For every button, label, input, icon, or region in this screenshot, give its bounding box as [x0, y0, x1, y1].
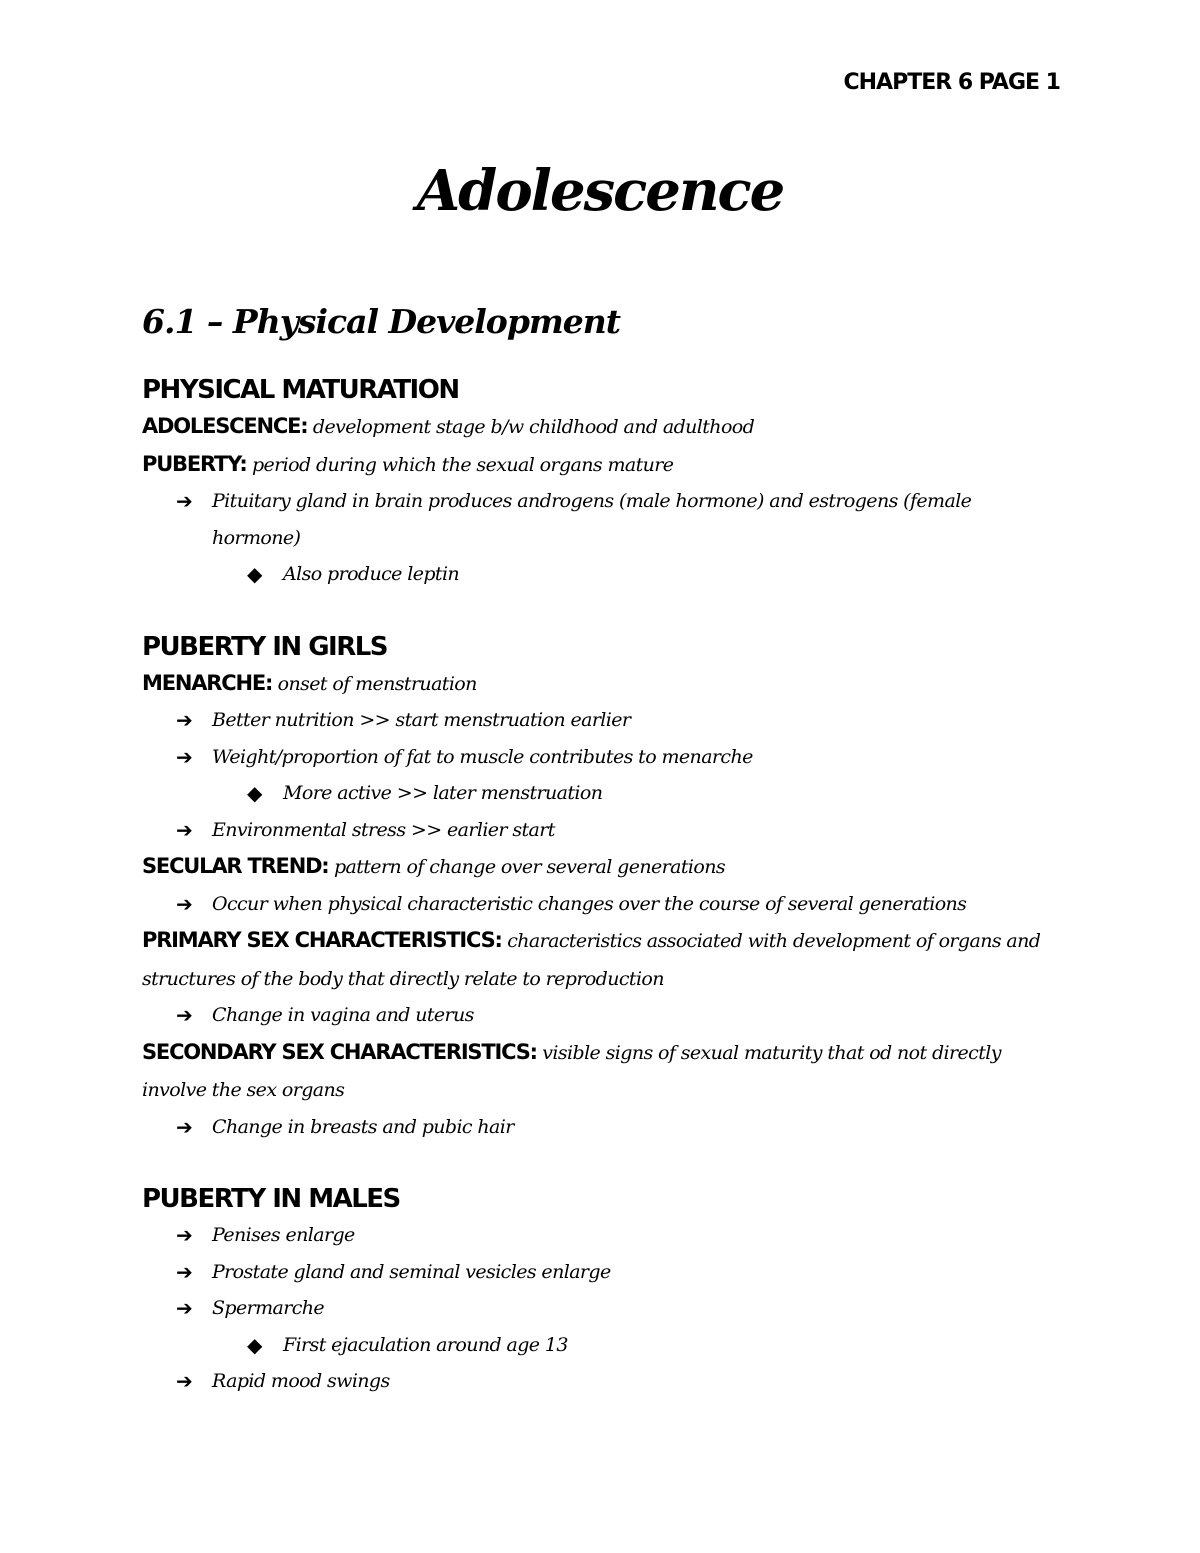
diamond-icon: ◆: [247, 562, 262, 586]
list-item-text: First ejaculation around age 13: [283, 1333, 568, 1356]
definition-menarche: [142, 665, 1062, 703]
sub-list-item: [142, 556, 1062, 593]
arrow-icon: ➔: [176, 817, 193, 842]
definition-text: visible signs of sexual maturity that od not directly involve the sex organs: [142, 1041, 1001, 1101]
list-item-text: Also produce leptin: [283, 563, 460, 585]
list-item: [142, 812, 1062, 849]
term-label: SECULAR TREND:: [142, 854, 329, 878]
arrow-icon: ➔: [176, 1369, 193, 1393]
term-label: PRIMARY SEX CHARACTERISTICS:: [142, 928, 502, 952]
sub-list-item: [142, 1327, 1062, 1364]
list-item: [142, 1217, 1062, 1254]
heading-puberty-girls: PUBERTY IN GIRLS: [142, 631, 388, 662]
definition-puberty: [142, 446, 1062, 484]
arrow-icon: ➔: [176, 708, 193, 732]
definition-text: development stage b/w childhood and adulthood: [307, 416, 755, 438]
definition-secular-trend: [142, 848, 1062, 886]
arrow-icon: ➔: [176, 891, 193, 916]
arrow-icon: ➔: [176, 1114, 193, 1139]
arrow-icon: ➔: [176, 744, 193, 769]
list-item-text: Spermarche: [212, 1297, 325, 1319]
list-item-text: Penises enlarge: [212, 1224, 355, 1246]
list-item-text: Pituitary gland in brain produces androgens (male hormone) and estrogens (female hormone): [212, 490, 972, 549]
term-label: SECONDARY SEX CHARACTERISTICS:: [142, 1039, 537, 1064]
arrow-icon: ➔: [176, 1296, 193, 1320]
definition-secondary-sex-characteristics: [142, 1034, 1062, 1109]
term-label: MENARCHE:: [142, 670, 273, 695]
list-item-text: Environmental stress >> earlier start: [212, 818, 555, 841]
heading-physical-maturation: PHYSICAL MATURATION: [142, 375, 459, 405]
list-item-text: Occur when physical characteristic changes over the course of several generations: [212, 892, 967, 915]
list-item: [142, 886, 1062, 923]
section-title: 6.1 – Physical Development: [142, 302, 621, 341]
list-item: [142, 702, 1062, 739]
list-item: [142, 1363, 1062, 1400]
list-item: [142, 739, 1062, 776]
diamond-icon: ◆: [247, 781, 262, 805]
list-item-text: Change in breasts and pubic hair: [212, 1115, 514, 1138]
list-item-text: Weight/proportion of fat to muscle contributes to menarche: [212, 745, 753, 768]
document-body: [142, 300, 1062, 1400]
list-item-text: More active >> later menstruation: [283, 782, 603, 804]
list-item-text: Change in vagina and uterus: [212, 1004, 474, 1026]
list-item-text: Rapid mood swings: [212, 1370, 390, 1392]
arrow-icon: ➔: [176, 1223, 193, 1247]
list-item-text: Prostate gland and seminal vesicles enlarge: [212, 1260, 611, 1283]
document-title: Adolescence: [416, 158, 784, 224]
chapter-page-header: CHAPTER 6 PAGE 1: [843, 70, 1060, 95]
arrow-icon: ➔: [176, 1003, 193, 1027]
arrow-icon: ➔: [176, 1259, 193, 1284]
definition-text: characteristics associated with development of organs and structures of the body that directly relate to reproduction: [142, 930, 1041, 990]
diamond-icon: ◆: [247, 1332, 262, 1357]
list-item: [142, 997, 1062, 1034]
definition-text: pattern of change over several generations: [328, 856, 725, 878]
term-label: PUBERTY:: [142, 451, 247, 476]
definition-text: onset of menstruation: [272, 672, 477, 695]
list-item: [142, 483, 1062, 556]
list-item-text: Better nutrition >> start menstruation earlier: [212, 709, 631, 731]
list-item: [142, 1109, 1062, 1146]
definition-adolescence: [142, 408, 1062, 446]
sub-list-item: [142, 775, 1062, 812]
arrow-icon: ➔: [176, 489, 193, 513]
list-item: [142, 1254, 1062, 1291]
term-label: ADOLESCENCE:: [142, 414, 308, 438]
definition-primary-sex-characteristics: [142, 922, 1062, 997]
heading-puberty-males: PUBERTY IN MALES: [142, 1184, 400, 1214]
definition-text: period during which the sexual organs mature: [246, 453, 674, 476]
list-item: [142, 1290, 1062, 1327]
